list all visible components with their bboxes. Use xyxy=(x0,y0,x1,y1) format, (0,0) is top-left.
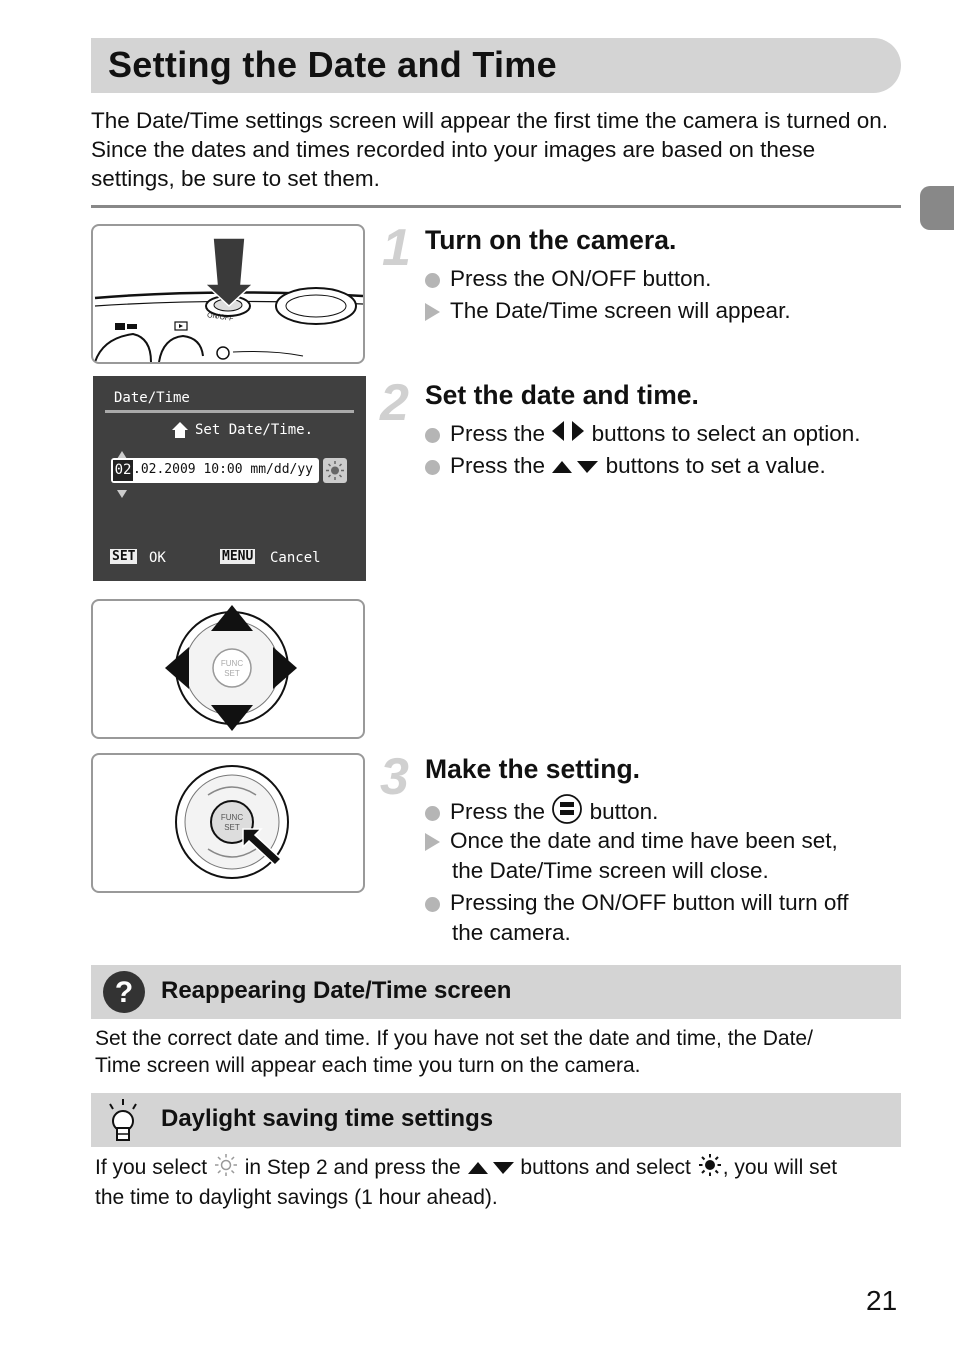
note-1-heading: Reappearing Date/Time screen xyxy=(161,977,512,1004)
result-arrow-icon xyxy=(425,303,440,321)
step-1-item-2 xyxy=(425,296,791,326)
page-number: 21 xyxy=(866,1285,898,1316)
cancel-label: Cancel xyxy=(270,550,321,566)
step-number-2: 2 xyxy=(380,374,409,432)
bullet-icon xyxy=(425,897,440,912)
home-icon xyxy=(171,421,189,439)
up-down-arrows-icon xyxy=(551,452,599,482)
figure-lcd-screen xyxy=(93,376,366,581)
sun-filled-icon xyxy=(697,1153,723,1184)
figure-power-button xyxy=(91,224,365,364)
step-2-item-2-pre: Press the xyxy=(450,453,546,478)
left-right-arrows-icon xyxy=(551,420,585,450)
bullet-icon xyxy=(425,460,440,475)
lightbulb-icon xyxy=(104,1097,142,1150)
step-3-item-3-line1: Pressing the ON/OFF button will turn off xyxy=(450,890,849,915)
step-1-heading: Turn on the camera. xyxy=(425,225,677,255)
step-1-item-2-text: The Date/Time screen will appear. xyxy=(450,298,791,323)
page-title: Setting the Date and Time xyxy=(108,44,557,85)
lcd-divider xyxy=(105,410,354,413)
step-number-1: 1 xyxy=(382,219,411,277)
bullet-icon xyxy=(425,273,440,288)
step-1-item-1 xyxy=(425,264,711,294)
step-1-item-1-text: Press the ON/OFF button. xyxy=(450,266,712,291)
bullet-icon xyxy=(425,428,440,443)
step-number-3: 3 xyxy=(380,748,409,806)
note-1-line2: Time screen will appear each time you turn on the camera. xyxy=(95,1054,641,1077)
intro-paragraph: The Date/Time settings screen will appear the first time the camera is turned on. Since the dates and times recorded into your images are based on these settings, be sure to set them. xyxy=(91,108,889,191)
step-3-item-1-post: button. xyxy=(589,798,659,824)
ok-label: OK xyxy=(149,550,166,566)
sun-icon xyxy=(323,458,347,483)
set-key-label: SET xyxy=(112,549,136,564)
down-indicator-icon xyxy=(117,485,127,503)
func-label: FUNC xyxy=(220,813,244,822)
step-2-item-1 xyxy=(425,419,861,450)
note-1-body xyxy=(95,1025,813,1079)
func-set-center-label xyxy=(219,659,245,679)
set-label: SET xyxy=(224,669,240,678)
step-3-item-3-line2: the camera. xyxy=(452,920,571,945)
step-3-item-2-line1: Once the date and time have been set, xyxy=(450,828,838,853)
step-2-item-1-post: buttons to select an option. xyxy=(591,421,861,446)
camera-top-illustration xyxy=(93,226,363,362)
result-arrow-icon xyxy=(425,833,440,851)
note-1-line1: Set the correct date and time. If you have not set the date and time, the Date/ xyxy=(95,1027,813,1050)
figure-control-dial-center xyxy=(91,753,365,893)
note-2-heading: Daylight saving time settings xyxy=(161,1105,494,1132)
figure-control-dial-arrows xyxy=(91,599,365,739)
note-2-seg1: If you select xyxy=(95,1156,208,1180)
lcd-title: Date/Time xyxy=(114,390,190,406)
step-2-item-2-post: buttons to set a value. xyxy=(605,453,826,478)
up-down-arrows-icon xyxy=(467,1155,515,1182)
step-2-heading: Set the date and time. xyxy=(425,380,699,410)
note-2-body xyxy=(95,1153,837,1211)
selected-month-field[interactable]: 02 xyxy=(113,460,133,481)
set-label: SET xyxy=(224,823,240,832)
note-2-seg3: buttons and select xyxy=(520,1156,691,1180)
power-button-label: ON/OFF xyxy=(206,312,234,323)
step-2-item-1-pre: Press the xyxy=(450,421,546,446)
step-3-heading: Make the setting. xyxy=(425,754,640,784)
step-3-item-1-pre: Press the xyxy=(450,798,546,824)
step-3-item-2 xyxy=(425,826,838,886)
sun-outline-icon xyxy=(213,1153,239,1184)
step-2-item-2 xyxy=(425,451,826,482)
svg-text:?: ? xyxy=(114,976,134,1009)
func-label: FUNC xyxy=(220,659,244,668)
func-set-center-label xyxy=(219,813,245,833)
question-icon xyxy=(102,970,146,1019)
step-3-item-2-line2: the Date/Time screen will close. xyxy=(452,858,769,883)
note-2-line2: the time to daylight savings (1 hour ahead). xyxy=(95,1186,498,1209)
note-2-seg4: , you will set xyxy=(722,1156,838,1180)
lcd-prompt: Set Date/Time. xyxy=(195,422,314,438)
note-2-seg2: in Step 2 and press the xyxy=(244,1156,461,1180)
bullet-icon xyxy=(425,806,440,821)
daylight-saving-toggle[interactable] xyxy=(323,458,347,483)
step-3-item-3 xyxy=(425,888,849,948)
section-divider xyxy=(91,205,901,208)
chapter-tab xyxy=(920,186,954,230)
date-value: .02.2009 10:00 mm/dd/yy xyxy=(133,462,314,477)
menu-key-label: MENU xyxy=(222,549,254,564)
